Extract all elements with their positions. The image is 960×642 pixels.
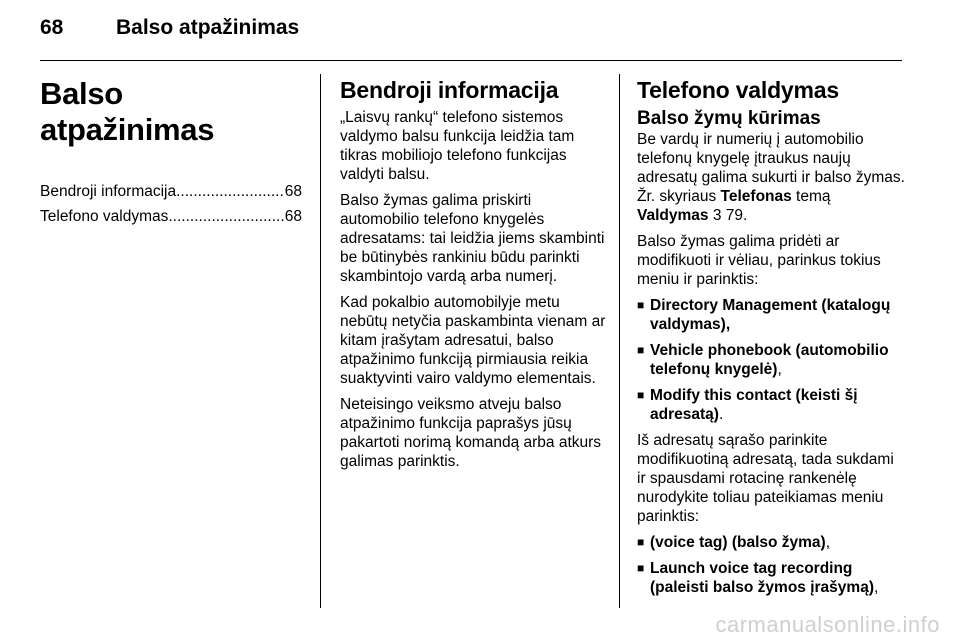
header-title: Balso atpažinimas [116, 16, 300, 39]
paragraph: Neteisingo veiksmo atveju balso atpažinimo funkcija paprašys jūsų pakartoti norimą komandą arba atkurs galimas parinktis. [340, 396, 602, 470]
bullet-square-icon: ■ [637, 388, 645, 402]
column-divider [320, 74, 321, 608]
general-info-column [340, 76, 606, 478]
toc-page: 68 [284, 208, 302, 225]
bullet-item: ■ Vehicle phonebook (automobilio telefonų knygelė), [637, 342, 889, 378]
bold-term: Valdymas [637, 207, 709, 224]
chapter-title: Balso atpažinimas [40, 76, 215, 147]
paragraph: Balso žymas galima priskirti automobilio telefono knygelės adresatams: tai leidžia jiems skambinti be būtinybės rankiniu būdu parinkti skambintojo vardą arba numerį. [340, 192, 605, 285]
bullet-square-icon: ■ [637, 535, 645, 549]
section-title: Bendroji informacija [340, 77, 559, 103]
header-rule [40, 60, 902, 61]
toc-leader [176, 182, 285, 201]
page-header [40, 16, 299, 40]
toc-page: 68 [284, 183, 302, 200]
column-divider [619, 74, 620, 608]
bullet-square-icon: ■ [637, 343, 645, 357]
toc-column [40, 76, 302, 232]
subsection-title: Balso žymų kūrimas [637, 108, 821, 129]
watermark: carmanualsonline.info [715, 612, 940, 637]
paragraph: Kad pokalbio automobilyje metu nebūtų netyčia paskambinta vienam ar kitam įrašytam adresatui, balso atpažinimo funkciją pirmiausia reikia suaktyvinti vairo valdymo elementais. [340, 294, 606, 387]
bullet-item: ■ Launch voice tag recording (paleisti balso žymos įrašymą), [637, 560, 879, 596]
page-number: 68 [40, 16, 64, 39]
paragraph: Iš adresatų sąrašo parinkite modifikuotiną adresatą, tada sukdami ir spausdami rotacinę rankenėlę nurodykite toliau pateikiamas meniu parinktis: [637, 432, 894, 525]
bullet-square-icon: ■ [637, 561, 645, 575]
bold-term: Telefonas [720, 188, 792, 205]
toc-entry[interactable] [40, 207, 302, 226]
toc-label: Bendroji informacija [40, 183, 177, 200]
toc-leader [168, 207, 284, 226]
bullet-square-icon: ■ [637, 298, 645, 312]
section-title: Telefono valdymas [637, 77, 839, 103]
phone-control-column [637, 76, 905, 604]
paragraph: „Laisvų rankų“ telefono sistemos valdymo balsu funkcija leidžia tam tikras mobiliojo telefono funkcijas valdyti balsu. [340, 109, 575, 183]
page-reference[interactable]: 3 79. [708, 207, 748, 224]
bullet-item: ■ (voice tag) (balso žyma), [637, 534, 831, 551]
bullet-item: ■ Modify this contact (keisti šį adresatą). [637, 387, 858, 423]
paragraph: Be vardų ir numerių į automobilio telefonų knygelę įtraukus naujų adresatų galima sukurti ir balso žymas. Žr. skyriaus Telefonas temą Valdymas 3 79. [637, 131, 905, 224]
paragraph: Balso žymas galima pridėti ar modifikuoti ir vėliau, parinkus tokius meniu ir parinktis: [637, 233, 881, 288]
toc-label: Telefono valdymas [40, 208, 169, 225]
toc-entry[interactable] [40, 182, 302, 201]
bullet-item: ■ Directory Management (katalogų valdymas), [637, 297, 891, 333]
